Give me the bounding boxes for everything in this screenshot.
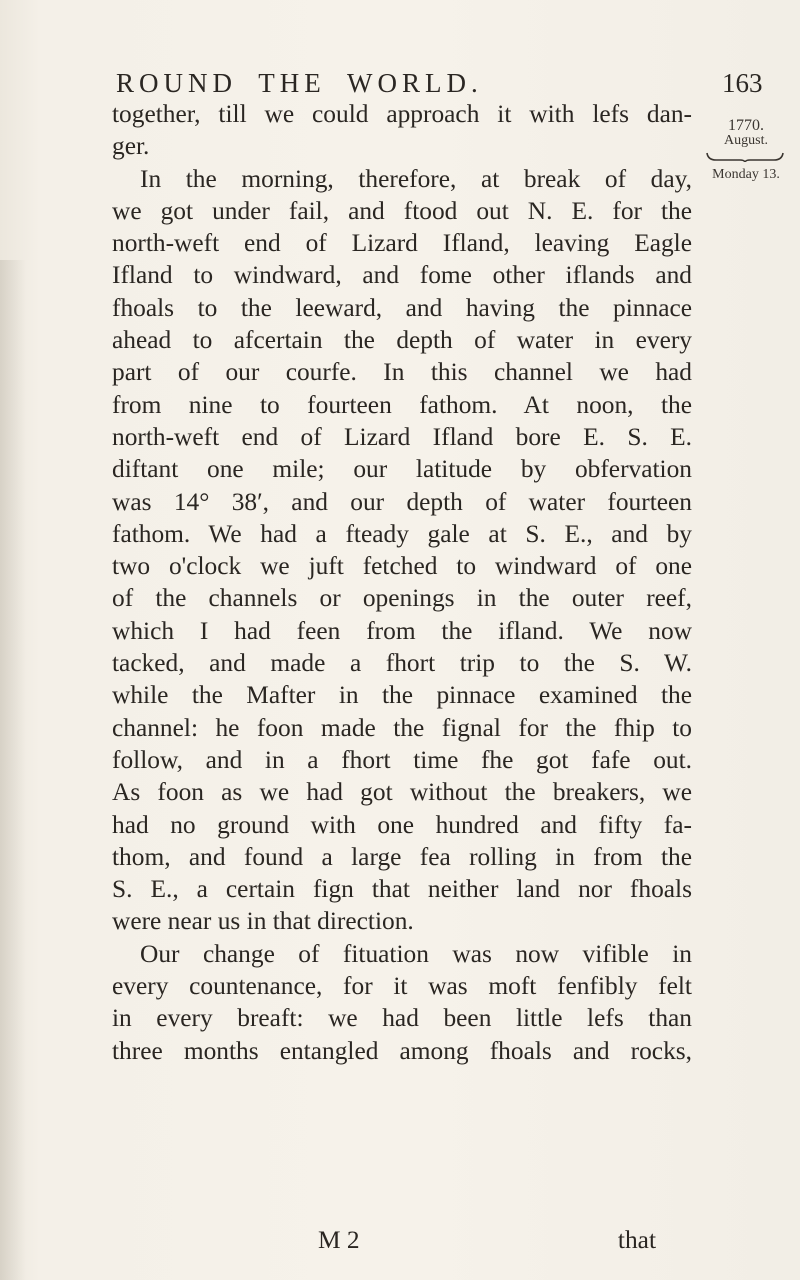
text-line: In the morning, therefore, at break of day, — [140, 164, 692, 193]
catchword: that — [617, 1226, 656, 1254]
text-line: which I had feen from the ifland. We now — [112, 616, 692, 645]
text-line: As foon as we had got without the breakers, we — [112, 778, 692, 807]
page-footer — [112, 1226, 692, 1260]
margin-day: Monday 13. — [712, 167, 780, 182]
signature-mark: M 2 — [318, 1226, 360, 1254]
text-line: of the channels or openings in the outer reef, — [112, 584, 692, 613]
running-head: ROUND THE WORLD. — [116, 68, 483, 98]
text-line: had no ground with one hundred and fifty fa- — [112, 810, 692, 839]
text-line: was 14° 38′, and our depth of water fourteen — [112, 487, 692, 516]
margin-year: 1770. — [728, 117, 764, 134]
text-line: fathom. We had a fteady gale at S. E., and by — [112, 519, 692, 548]
text-line: were near us in that direction. — [112, 907, 414, 936]
margin-brace-icon — [706, 152, 784, 162]
text-line: two o'clock we juft fetched to windward of one — [112, 552, 692, 581]
text-line: north-weft end of Lizard Ifland bore E. S. E. — [112, 422, 692, 451]
text-line: we got under fail, and ftood out N. E. for the — [112, 196, 692, 225]
body-text — [112, 98, 692, 1067]
text-line: together, till we could approach it with lefs dan- — [112, 100, 692, 128]
text-line: in every breaft: we had been little lefs than — [112, 1004, 692, 1033]
text-line: thom, and found a large fea rolling in from the — [112, 842, 692, 871]
text-line: every countenance, for it was moft fenfibly felt — [112, 972, 692, 1001]
page-number: 163 — [722, 68, 763, 98]
margin-month: August. — [724, 133, 768, 148]
text-line: ger. — [112, 132, 150, 161]
text-line: while the Mafter in the pinnace examined the — [112, 681, 692, 710]
text-line: from nine to fourteen fathom. At noon, the — [112, 390, 692, 419]
text-line: follow, and in a fhort time fhe got fafe out. — [112, 745, 692, 774]
text-line: Ifland to windward, and fome other iflands and — [112, 261, 692, 290]
text-line: tacked, and made a fhort trip to the S. W. — [112, 649, 692, 678]
gutter-shadow — [0, 260, 26, 1280]
text-line: fhoals to the leeward, and having the pinnace — [112, 293, 692, 322]
text-line: part of our courfe. In this channel we had — [112, 358, 692, 387]
text-line: S. E., a certain fign that neither land nor fhoals — [112, 875, 692, 904]
text-line: three months entangled among fhoals and rocks, — [112, 1036, 692, 1065]
text-line: Our change of fituation was now vifible in — [140, 939, 692, 968]
text-line: ahead to afcertain the depth of water in every — [112, 326, 692, 355]
text-line: channel: he foon made the fignal for the fhip to — [112, 713, 692, 742]
text-line: diftant one mile; our latitude by obfervation — [112, 455, 692, 484]
text-line: north-weft end of Lizard Ifland, leaving Eagle — [112, 229, 692, 258]
